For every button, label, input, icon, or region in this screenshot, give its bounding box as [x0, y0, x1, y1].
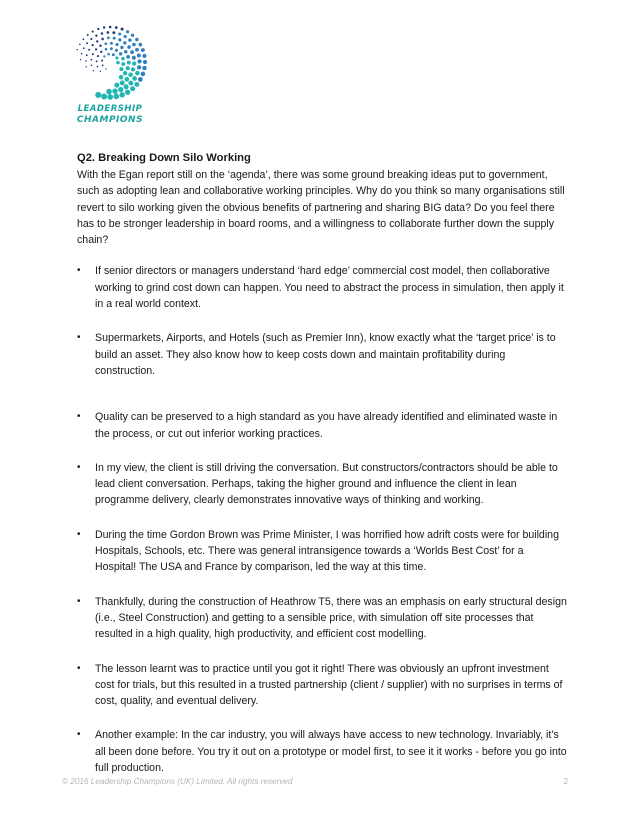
logo-dot [115, 49, 118, 52]
bullet-item [77, 409, 567, 442]
bullet-dot: • [77, 265, 81, 277]
logo-dot [110, 42, 113, 45]
logo-dot [132, 56, 136, 60]
logo-dot [86, 54, 88, 56]
logo-dot [135, 48, 139, 52]
logo-swirl-graphic [70, 22, 150, 104]
bullet-item [77, 460, 567, 509]
logo-dot [87, 34, 89, 36]
bullet-dot: • [77, 595, 81, 607]
logo-text-leadership: LEADERSHIP [77, 104, 143, 114]
logo-dot [97, 55, 99, 57]
bullet-item [77, 661, 567, 710]
logo-dot [81, 53, 83, 55]
logo-dot [86, 66, 87, 67]
logo-dot [115, 43, 118, 46]
bullet-item [77, 330, 567, 379]
logo-dot [123, 71, 127, 75]
logo-dot [113, 94, 119, 100]
logo-dot [105, 48, 108, 51]
logo-dot [107, 31, 110, 34]
bullet-text: Another example: In the car industry, you will always have access to new technology. Invariably, it’s all been done before. You try it out on a prototype or model first, to see it it works - before you go into full production. [95, 729, 567, 775]
bullet-text: If senior directors or managers understand ‘hard edge’ commercial cost model, then collaborative working to grind cost down can happen. You need to abstract the process in simulation, then apply it in a real world context. [95, 265, 564, 311]
logo-dot [142, 54, 146, 58]
bullet-text: Thankfully, during the construction of Heathrow T5, there was an emphasis on early structural design (i.e., Steel Construction) and getting to a sensible price, with simulation off site processes that resulted in a high quality, high productivity, and efficient cost modelling. [95, 595, 567, 641]
bullet-text: The lesson learnt was to practice until you got it right! There was obviously an upfront investment cost for trials, but this resulted in a trusted partnership (client / supplier) with no surprises in terms of cost, quality, and eventual delivery. [95, 662, 563, 708]
logo-dot [97, 28, 99, 30]
logo-dot [121, 62, 125, 66]
logo-dot [132, 62, 136, 66]
logo-dot [96, 40, 98, 42]
bullet-text: During the time Gordon Brown was Prime Minister, I was horrified how adrift costs were for building Hospitals, Schools, etc. There was general intransigence towards a ‘Worlds Best Cost’ for a Hospital! The USA and France by comparison, led the way at this time. [95, 528, 559, 574]
logo-dot [143, 60, 147, 64]
logo-dot [118, 33, 121, 36]
logo-dot [130, 86, 135, 91]
logo-dot [85, 60, 87, 62]
logo-dot [103, 26, 105, 28]
logo-dot [88, 49, 90, 51]
bullet-dot: • [77, 411, 81, 423]
logo-dot [127, 45, 131, 49]
logo-dot [104, 42, 107, 45]
bullet-dot: • [77, 461, 81, 473]
logo-dot [118, 38, 121, 41]
logo-dot [127, 61, 131, 65]
logo-dot [99, 45, 101, 47]
logo-dot [126, 55, 130, 59]
logo-dot [107, 94, 113, 100]
logo-dot [109, 26, 112, 29]
footer-copyright: © 2016 Leadership Champions (UK) Limited. All rights reserved [62, 777, 293, 786]
logo-dot [106, 89, 112, 95]
logo-dot [107, 53, 110, 56]
logo-dot [107, 36, 110, 39]
logo-dot [77, 49, 78, 50]
logo-dot [128, 38, 131, 41]
company-logo [70, 22, 150, 132]
bullet-text: In my view, the client is still driving the conversation. But constructors/contractors should be able to lead client conversation. Perhaps, taking the higher ground and influence the client in lean programme delivery, clearly demonstrates innovative ways of thinking and working. [95, 461, 558, 507]
logo-dot [90, 59, 92, 61]
logo-dot [138, 59, 142, 63]
logo-dot [80, 59, 81, 60]
logo-dot [135, 71, 140, 76]
logo-dot [138, 77, 143, 82]
logo-dot [119, 52, 122, 55]
logo-dot [114, 83, 119, 88]
logo-dot [126, 66, 130, 70]
logo-dot [86, 42, 88, 44]
bullet-dot: • [77, 528, 81, 540]
logo-dot [91, 65, 93, 67]
logo-dot [92, 53, 94, 55]
logo-dot [134, 82, 139, 87]
bullet-dot: • [77, 662, 81, 674]
bullet-dot: • [77, 729, 81, 741]
logo-dot [142, 66, 146, 70]
logo-dot [125, 90, 130, 95]
logo-dot [125, 77, 130, 82]
logo-dot [93, 70, 94, 71]
logo-dot [113, 37, 116, 40]
bullet-item [77, 727, 567, 776]
logo-dot [112, 31, 115, 34]
logo-dot [131, 67, 135, 71]
question-intro-paragraph: With the Egan report still on the ‘agenda’, there was some ground breaking ideas put to government, such as adopting lean and collaborative working principles. Why do you think so many organisations still revert to silo working given the obvious benefits of partnering and sharing BIG data? Do you feel there has to be stronger leadership in board rooms, and a willingness to collaborate further down the supply chain? [77, 169, 565, 247]
bullet-text: Quality can be preserved to a high standard as you have already identified and eliminated waste in the process, or cut out inferior working practices. [95, 411, 558, 440]
logo-dot [105, 68, 106, 69]
logo-dot [121, 57, 125, 61]
logo-dot [83, 47, 85, 49]
logo-dot [128, 72, 133, 77]
logo-dot [137, 53, 141, 57]
logo-dot [90, 38, 92, 40]
logo-dot [79, 43, 81, 45]
logo-dot [82, 38, 84, 40]
logo-dot [119, 75, 124, 80]
logo-dot [132, 43, 136, 47]
logo-dot [124, 35, 127, 38]
logo-dot [101, 38, 104, 41]
logo-dot [115, 56, 118, 59]
answer-bullet-list [77, 263, 567, 776]
logo-dot [112, 53, 115, 56]
logo-dot [130, 50, 134, 54]
logo-dot [131, 34, 134, 37]
logo-dot [135, 38, 139, 42]
logo-dot [100, 51, 102, 53]
logo-dot [100, 71, 101, 72]
question-heading: Q2. Breaking Down Silo Working [77, 152, 251, 164]
logo-dot [95, 48, 97, 50]
bullet-item [77, 263, 567, 312]
logo-dot [102, 65, 104, 67]
logo-dot [138, 43, 142, 47]
bullet-item [77, 527, 567, 576]
logo-dot [115, 26, 118, 29]
logo-dot [126, 30, 129, 33]
bullet-item [77, 594, 567, 643]
logo-dot [119, 92, 124, 97]
document-body [77, 150, 567, 776]
logo-dot [101, 94, 107, 100]
logo-dot [95, 35, 97, 37]
logo-dot [121, 28, 124, 31]
logo-dot [103, 55, 105, 57]
logo-dot [137, 65, 141, 69]
logo-dot [124, 50, 128, 54]
logo-dot [101, 32, 104, 35]
logo-dot [141, 48, 145, 52]
bullet-text: Supermarkets, Airports, and Hotels (such as Premier Inn), know exactly what the ‘target price’ is to build an asset. They also know how to keep costs down and maintain profitability during construction. [95, 332, 556, 377]
logo-dot [118, 87, 123, 92]
logo-dot [101, 60, 103, 62]
logo-dot [128, 81, 133, 86]
logo-dot [92, 31, 94, 33]
logo-dot [96, 60, 98, 62]
logo-text-champions: CHAMPIONS [76, 115, 144, 125]
logo-dot [92, 44, 94, 46]
logo-dot [120, 46, 123, 49]
bullet-dot: • [77, 332, 81, 344]
logo-dot [116, 61, 120, 64]
logo-dot [110, 47, 113, 50]
logo-dot [112, 88, 117, 93]
logo-dot [97, 66, 99, 68]
logo-dot [119, 67, 123, 71]
logo-dot [123, 41, 126, 44]
logo-dot [141, 72, 146, 77]
page-number: 2 [563, 777, 568, 786]
logo-dot [120, 80, 125, 85]
logo-dot [132, 76, 137, 81]
logo-dot [124, 84, 129, 89]
logo-dot [95, 92, 101, 98]
